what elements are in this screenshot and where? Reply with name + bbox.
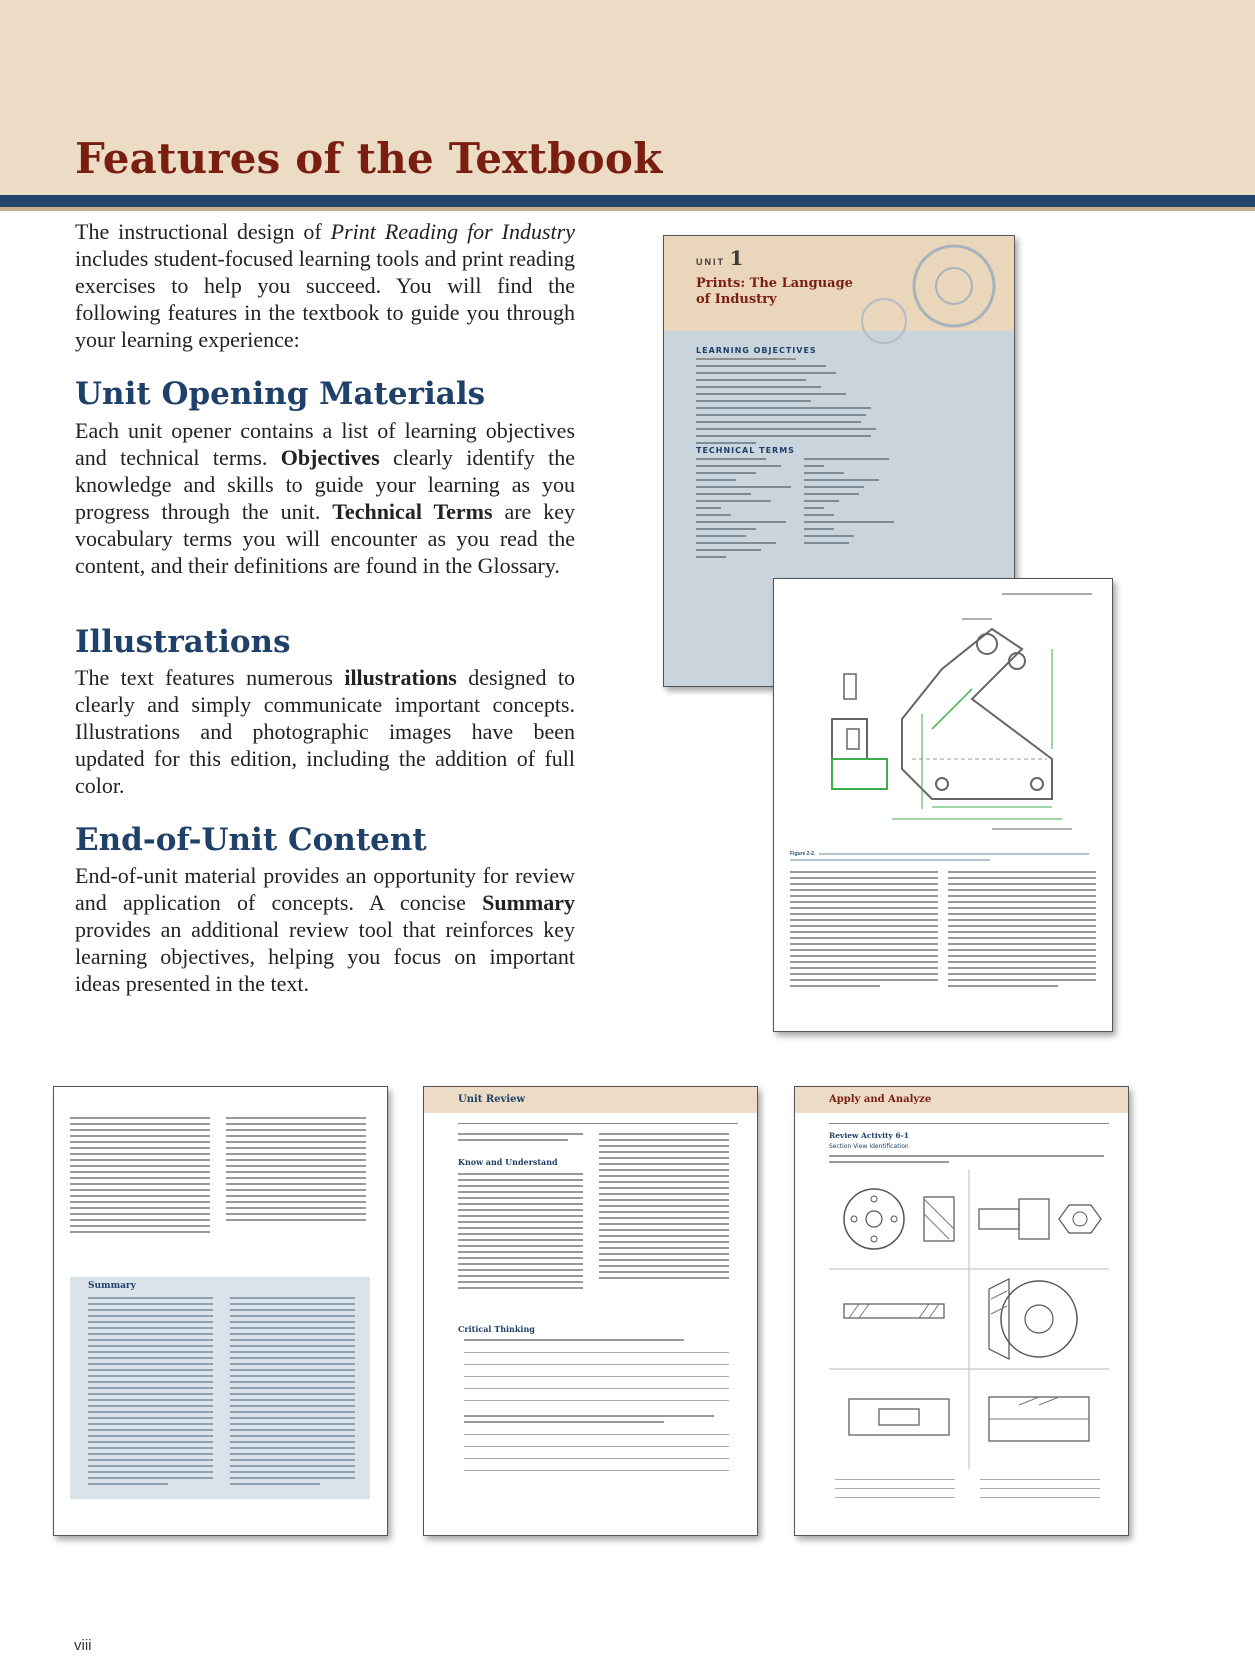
figure-caption-line [790,859,990,861]
illustration-page-thumbnail [773,578,1113,1032]
terms-column-right [804,458,894,549]
unit-label: UNIT 1 [696,246,746,270]
summary-heading: Summary [88,1281,136,1291]
summary-bullets-right [230,1297,355,1489]
know-and-understand-heading: Know and Understand [458,1157,558,1167]
critical-thinking-answer-lines [464,1339,729,1482]
learning-objectives-heading: LEARNING OBJECTIVES [696,346,817,355]
apply-analyze-thumbnail [794,1086,1129,1536]
text-column-left [70,1117,210,1237]
unit-title: Prints: The Language of Industry [696,276,853,307]
running-header [1002,593,1092,595]
heading-end-of-unit: End-of-Unit Content [75,822,427,858]
end-of-unit-block [75,862,575,997]
page-title: Features of the Textbook [75,134,663,183]
text-column-right [226,1117,366,1225]
illustrations-block [75,664,575,799]
activity-instructions [829,1155,1104,1167]
header-rule [0,195,1255,207]
technical-terms-heading: TECHNICAL TERMS [696,446,795,455]
intro-block [75,218,575,353]
name-date-class-line [458,1123,738,1124]
summary-bullets-left [88,1297,213,1489]
answer-lines-left [835,1479,955,1506]
intro-paragraph [75,218,575,353]
apply-analyze-title: Apply and Analyze [829,1094,932,1105]
heading-unit-opening: Unit Opening Materials [75,376,486,412]
page-number: viii [74,1637,92,1654]
summary-page-thumbnail [53,1086,388,1536]
intro-text-end: includes student-focused learning tools and print reading exercises to help you succeed. You will find the following features in the textbook to guide you through your learning experience: [75,246,575,352]
figure-caption-label: Figure 2-2. [790,851,816,857]
end-of-unit-paragraph: End-of-unit material provides an opportunity for review and application of concepts. A concise Summary provides an additional review tool that reinforces key learning objectives, helping you focus on important ideas presented in the text. [75,863,575,996]
review-questions-right [599,1133,729,1283]
technical-drawing-figure [792,609,1092,839]
unit-review-title: Unit Review [458,1094,526,1105]
text-column-right [948,871,1096,991]
critical-thinking-heading: Critical Thinking [458,1324,535,1334]
heading-illustrations: Illustrations [75,624,291,660]
figure-caption-line [819,853,1089,855]
intro-text: The instructional design of [75,219,331,244]
gear-drawing-decoration [844,236,1014,356]
unit-review-thumbnail [423,1086,758,1536]
unit-opening-paragraph: Each unit opener contains a list of learning objectives and technical terms. Objectives clearly identify the knowledge and skills to guide your learning as you progress through the unit. Technical Terms are key vocabulary terms you will encounter as you read the content, and their definitions are found in the Glossary. [75,418,575,578]
book-title: Print Reading for Industry [330,219,575,244]
objectives-text-lines [696,358,876,449]
illustrations-paragraph: The text features numerous illustrations designed to clearly and simply communicate important concepts. Illustrations and photographic images have been updated for this edition, including the addition of full color. [75,665,575,798]
review-questions-left [458,1173,583,1293]
text-column-left [790,871,938,991]
unit-opening-block [75,417,575,579]
summary-box [70,1277,370,1499]
section-view-subheading: Section View Identification [829,1143,909,1150]
header-rule-accent [0,207,1255,211]
review-activity-heading: Review Activity 6-1 [829,1131,909,1140]
name-date-class-line [829,1123,1109,1124]
terms-column-left [696,458,791,563]
instructions-lines [458,1133,583,1145]
answer-lines-right [980,1479,1100,1506]
section-view-exercise-drawings [829,1169,1109,1469]
